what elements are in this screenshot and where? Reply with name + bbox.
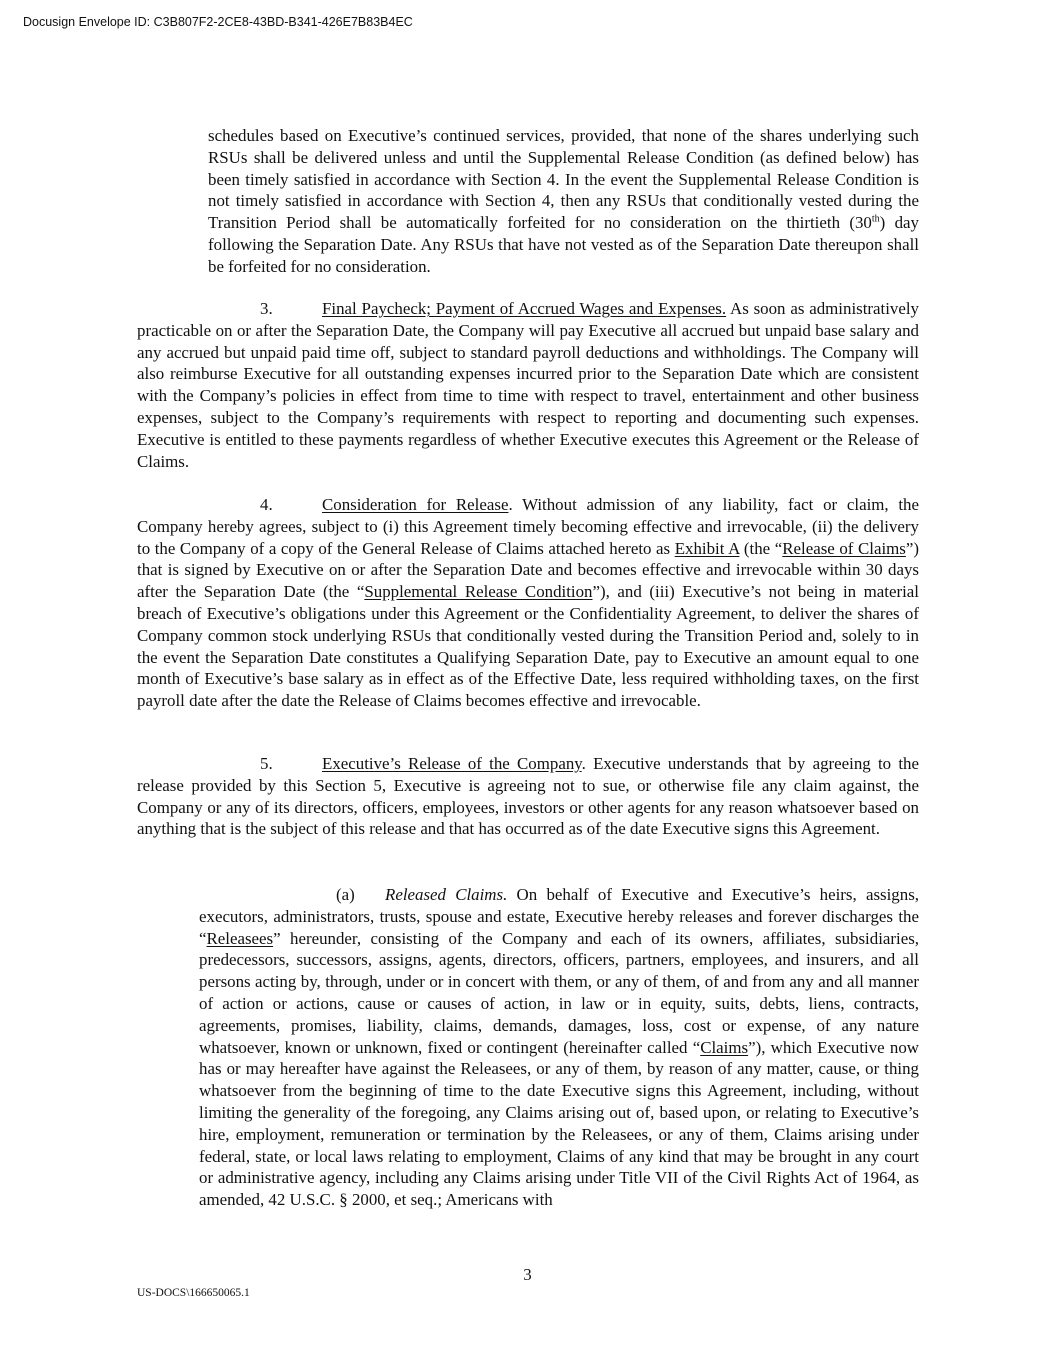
section-5a-number: (a) [336, 885, 355, 904]
section-4-text-3: ”) that is signed by Executive on or after the Separation Date and becomes effective and irrevocable within 30 days after the Separation Date (the “ [137, 538, 919, 602]
section-5-paragraph [137, 753, 919, 840]
page-number: 3 [523, 1265, 532, 1284]
section-5a-heading: Released Claims. [385, 885, 508, 904]
section-3-number: 3. [260, 299, 273, 318]
section-5-number: 5. [260, 754, 273, 773]
continuation-text-a: schedules based on Executive’s continued services, provided, that none of the shares underlying such RSUs shall be delivered unless and until the Supplemental Release Condition (as defined below) has been timely satisfied in accordance with Section 4. In the event the Supplemental Release Condition is not timely satisfied in accordance with Section 4, then any RSUs that conditionally vested during the Transition Period shall be automatically forfeited for no consideration on the thirtieth (30 [208, 126, 919, 233]
section-5-body: . Executive understands that by agreeing to the release provided by this Section 5, Executive is agreeing not to sue, or otherwise file any claim against, the Company or any of its directors, officers, employees, investors or other agents for any reason whatsoever based on anything that is the subject of this release and that has occurred as of the date Executive signs this Agreement. [137, 754, 919, 839]
section-4-number: 4. [260, 495, 273, 514]
section-3-heading: Final Paycheck; Payment of Accrued Wages and Expenses. [322, 299, 727, 318]
section-4-text-2: (the “ [739, 538, 783, 558]
releasees-term: Releasees [206, 928, 274, 948]
section-5a-text-1: On behalf of Executive and Executive’s heirs, assigns, executors, administrators, trusts, spouse and estate, Executive hereby releases and forever discharges the “ [199, 885, 919, 948]
release-of-claims-term: Release of Claims [782, 538, 906, 558]
section-3-body: As soon as administratively practicable on or after the Separation Date, the Company will pay Executive all accrued but unpaid base salary and any accrued but unpaid paid time off, subject to standard payroll deductions and withholdings. The Company will also reimburse Executive for all outstanding expenses incurred prior to the Separation Date which are consistent with the Company’s policies in effect from time to time with respect to travel, entertainment and other business expenses, subject to the Company’s requirements with respect to reporting and documenting such expenses. Executive is entitled to these payments regardless of whether Executive executes this Agreement or the Release of Claims. [137, 299, 919, 471]
section-5a-paragraph [199, 884, 919, 1211]
continuation-paragraph [208, 125, 919, 278]
section-5a-text-3: ”), which Executive now has or may hereafter have against the Releasees, or any of them, by reason of any matter, cause, or thing whatsoever from the beginning of time to the date Executive signs this Agreement, including, without limiting the generality of the foregoing, any Claims arising out of, based upon, or relating to Executive’s hire, employment, remuneration or termination by the Releasees, or any of them, Claims arising under federal, state, or local laws relating to employment, Claims of any kind that may be brought in any court or administrative agency, including any Claims arising under Title VII of the Civil Rights Act of 1964, as amended, 42 U.S.C. § 2000, et seq.; Americans with [199, 1037, 919, 1210]
document-id-footer: US-DOCS\166650065.1 [137, 1287, 250, 1299]
section-4-text-4: ”), and (iii) Executive’s not being in material breach of Executive’s obligations under this Agreement or the Confidentiality Agreement, to deliver the shares of Company common stock underlying RSUs that conditionally vested during the Transition Period and, solely to in the event the Separation Date constitutes a Qualifying Separation Date, pay to Executive an amount equal to one month of Executive’s base salary as in effect as of the Effective Date, less required withholding taxes, on the first payroll date after the date the Release of Claims becomes effective and irrevocable. [137, 582, 919, 711]
claims-term: Claims [700, 1037, 749, 1057]
section-4-paragraph [137, 494, 919, 712]
ordinal-superscript: th [871, 213, 880, 225]
continuation-text-b: ) day following the Separation Date. Any RSUs that have not vested as of the Separation Date thereupon shall be forfeited for no consideration. [208, 213, 919, 276]
section-3-paragraph [137, 298, 919, 472]
section-5-heading: Executive’s Release of the Company [322, 754, 582, 773]
envelope-id-header: Docusign Envelope ID: C3B807F2-2CE8-43BD-B341-426E7B83B4EC [23, 15, 413, 29]
section-4-heading: Consideration for Release [322, 495, 509, 514]
section-5a-text-2: ” hereunder, consisting of the Company and each of its owners, affiliates, subsidiaries, predecessors, successors, assigns, agents, directors, officers, partners, employees, and insurers, and all persons acting by, through, under or in concert with them, or any of them, of and from any and all manner of action or actions, cause or causes of action, in law or in equity, suits, debts, liens, contracts, agreements, promises, liability, claims, demands, damages, loss, cost or expense, of any nature whatsoever, known or unknown, fixed or contingent (hereinafter called “ [199, 928, 919, 1057]
exhibit-a-term: Exhibit A [674, 538, 740, 558]
supplemental-release-condition-term: Supplemental Release Condition [364, 582, 593, 602]
section-4-text-1: . Without admission of any liability, fact or claim, the Company hereby agrees, subject to (i) this Agreement timely becoming effective and irrevocable, (ii) the delivery to the Company of a copy of the General Release of Claims attached hereto as [137, 495, 919, 558]
